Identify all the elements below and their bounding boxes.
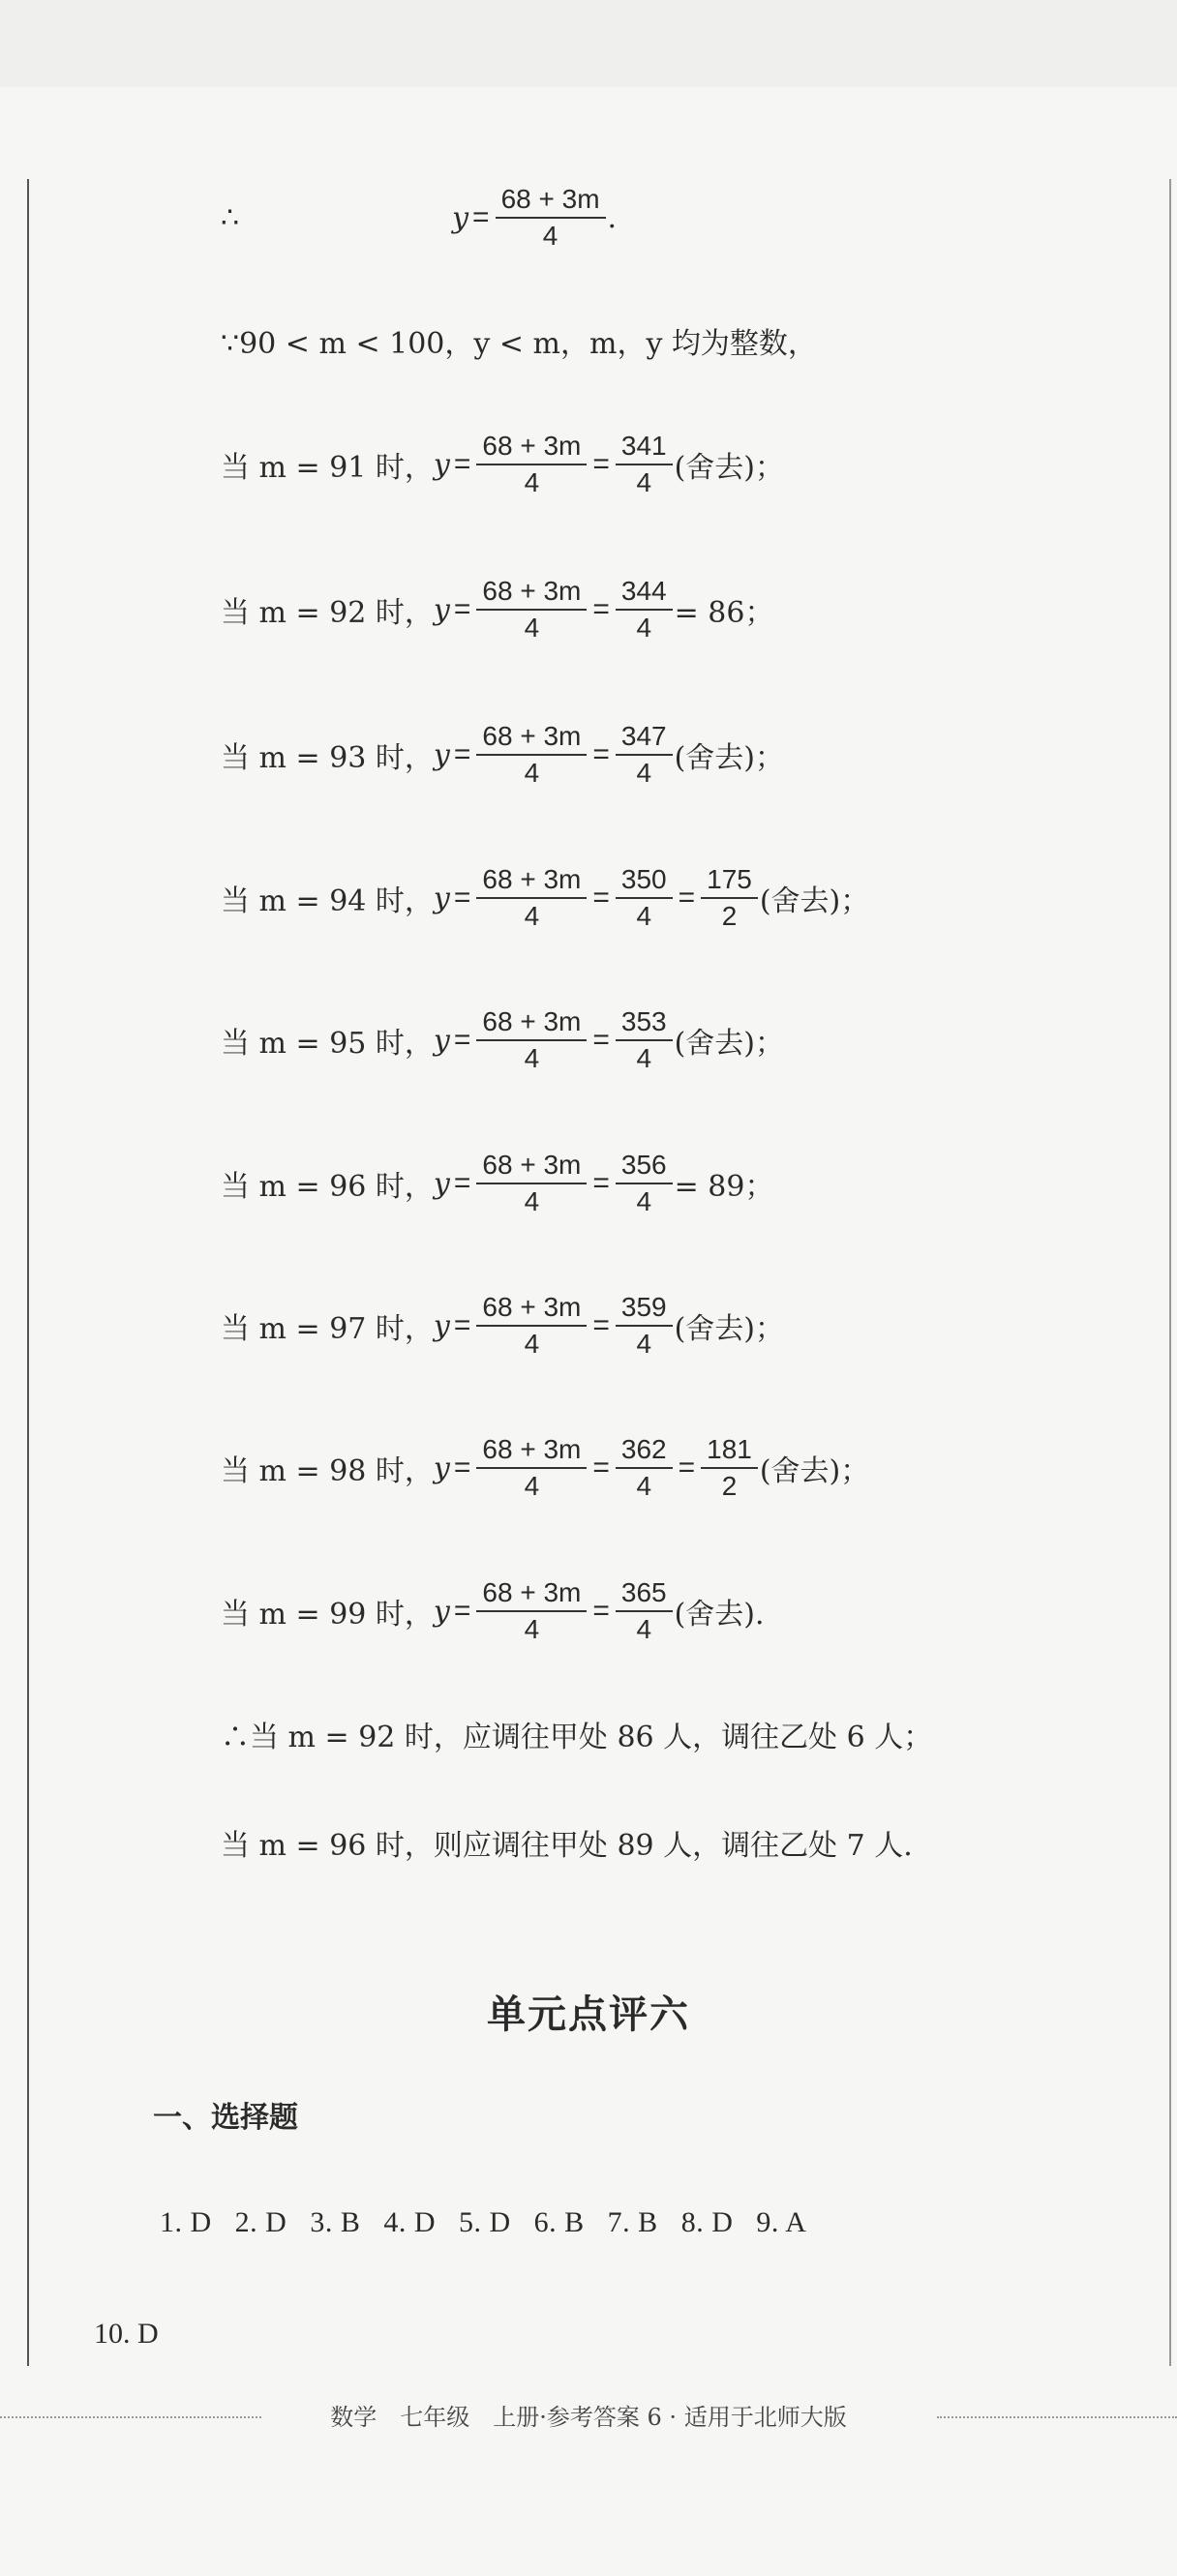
case-tail: = 89； — [674, 1170, 774, 1205]
case-tail: (舍去)； — [674, 451, 785, 486]
answers-row-2: 10. D — [94, 2318, 159, 2350]
fraction-denominator: 4 — [524, 901, 540, 932]
fraction-denominator: 4 — [524, 613, 540, 644]
fraction-denominator: 4 — [524, 1471, 540, 1502]
case-line-92: 当 m = 92 时， y = $\frac{68 + 3m}{4}$ = $\frac{344}{4}$ = 86； — [221, 576, 774, 644]
case-prefix: 当 m = 91 时， — [221, 451, 434, 486]
result-numerator: 347 — [616, 721, 673, 756]
case-tail: (舍去). — [674, 1598, 765, 1632]
fraction — [496, 184, 606, 252]
simplified-numerator: 181 — [701, 1434, 758, 1469]
fraction-numerator: 68 + 3m — [476, 1434, 587, 1469]
result-numerator: 353 — [616, 1006, 673, 1041]
case-tail: (舍去)； — [759, 1454, 870, 1489]
conclusion-line-2 — [221, 1821, 913, 1864]
simplified-fraction — [701, 1434, 758, 1502]
simplified-denominator: 2 — [721, 1471, 738, 1502]
fraction — [476, 721, 587, 789]
case-line-91: 当 m = 91 时， y = $\frac{68 + 3m}{4}$ = $\frac{341}{4}$ (舍去)； — [221, 431, 785, 498]
case-line-98: 当 m = 98 时， y = $\frac{68 + 3m}{4}$ = $\frac{362}{4}$ = $\frac{181}{2}$ (舍去)； — [221, 1434, 870, 1502]
fraction — [476, 1434, 587, 1502]
fraction-denominator: 4 — [524, 1614, 540, 1645]
line-tail: . — [607, 200, 618, 235]
fraction-numerator: 68 + 3m — [496, 184, 606, 219]
case-line-94: 当 m = 94 时， y = $\frac{68 + 3m}{4}$ = $\frac{350}{4}$ = $\frac{175}{2}$ (舍去)； — [221, 864, 870, 932]
fraction — [476, 1577, 587, 1645]
case-tail: (舍去)； — [759, 884, 870, 919]
result-numerator: 341 — [616, 431, 673, 465]
result-fraction — [616, 1006, 673, 1074]
case-prefix: 当 m = 99 时， — [221, 1598, 434, 1632]
result-fraction — [616, 1150, 673, 1217]
section-title: 单元点评六 — [487, 1992, 690, 2037]
fraction-denominator: 4 — [542, 221, 558, 252]
result-numerator: 359 — [616, 1292, 673, 1327]
result-denominator: 4 — [636, 1471, 652, 1502]
case-tail: (舍去)； — [674, 1027, 785, 1062]
case-prefix: 当 m = 96 时， — [221, 1170, 434, 1205]
case-prefix: 当 m = 95 时， — [221, 1027, 434, 1062]
result-denominator: 4 — [636, 1614, 652, 1645]
fraction-numerator: 68 + 3m — [476, 576, 587, 611]
simplified-denominator: 2 — [721, 901, 738, 932]
result-numerator: 356 — [616, 1150, 673, 1184]
simplified-fraction — [701, 864, 758, 932]
case-tail: (舍去)； — [674, 1312, 785, 1347]
fraction — [476, 576, 587, 644]
result-numerator: 365 — [616, 1577, 673, 1612]
result-denominator: 4 — [636, 613, 652, 644]
case-tail: = 86； — [674, 596, 774, 631]
result-denominator: 4 — [636, 901, 652, 932]
result-numerator: 362 — [616, 1434, 673, 1469]
answers-row-1: 1. D 2. D 3. B 4. D 5. D 6. B 7. B 8. D 9. A — [160, 2206, 807, 2238]
var-y: y — [452, 200, 469, 235]
case-line-96: 当 m = 96 时， y = $\frac{68 + 3m}{4}$ = $\frac{356}{4}$ = 89； — [221, 1150, 774, 1217]
case-prefix: 当 m = 97 时， — [221, 1312, 434, 1347]
fraction — [476, 1150, 587, 1217]
result-denominator: 4 — [636, 1043, 652, 1074]
case-line-93: 当 m = 93 时， y = $\frac{68 + 3m}{4}$ = $\frac{347}{4}$ (舍去)； — [221, 721, 785, 789]
result-fraction — [616, 1434, 673, 1502]
fraction — [476, 1006, 587, 1074]
result-fraction — [616, 431, 673, 498]
fraction-numerator: 68 + 3m — [476, 1150, 587, 1184]
fraction — [476, 1292, 587, 1360]
fraction-denominator: 4 — [524, 1329, 540, 1360]
fraction — [476, 431, 587, 498]
conclusion-line-1 — [221, 1713, 932, 1755]
result-fraction — [616, 721, 673, 789]
case-prefix: 当 m = 98 时， — [221, 1454, 434, 1489]
fraction — [476, 864, 587, 932]
fraction-denominator: 4 — [524, 1043, 540, 1074]
fraction-numerator: 68 + 3m — [476, 864, 587, 899]
conclusion-text: ∴当 m = 92 时，应调往甲处 86 人，调往乙处 6 人； — [221, 1721, 933, 1754]
case-prefix: 当 m = 94 时， — [221, 884, 434, 919]
result-fraction — [616, 1577, 673, 1645]
result-denominator: 4 — [636, 1329, 652, 1360]
conclusion-text: 当 m = 96 时，则应调往甲处 89 人，调往乙处 7 人. — [221, 1829, 913, 1863]
fraction-numerator: 68 + 3m — [476, 1292, 587, 1327]
case-line-99: 当 m = 99 时， y = $\frac{68 + 3m}{4}$ = $\frac{365}{4}$ (舍去). — [221, 1577, 765, 1645]
result-fraction — [616, 864, 673, 932]
case-line-97: 当 m = 97 时， y = $\frac{68 + 3m}{4}$ = $\frac{359}{4}$ (舍去)； — [221, 1292, 785, 1360]
fraction-numerator: 68 + 3m — [476, 1577, 587, 1612]
result-denominator: 4 — [636, 1186, 652, 1217]
equation-line-0: ∴ y = $\frac{68 + 3m}{4}$ . — [221, 184, 618, 252]
fraction-numerator: 68 + 3m — [476, 721, 587, 756]
subsection-heading: 一、选择题 — [153, 2101, 298, 2135]
fraction-numerator: 68 + 3m — [476, 1006, 587, 1041]
fraction-numerator: 68 + 3m — [476, 431, 587, 465]
result-denominator: 4 — [636, 758, 652, 789]
condition-text: ∵90 < m < 100，y < m，m，y 均为整数， — [221, 327, 817, 361]
fraction-denominator: 4 — [524, 758, 540, 789]
page-footer: 数学 七年级 上册·参考答案 6 · 适用于北师大版 — [330, 2404, 847, 2431]
result-fraction — [616, 576, 673, 644]
case-prefix: 当 m = 93 时， — [221, 741, 434, 776]
therefore-symbol: ∴ — [221, 200, 240, 235]
result-denominator: 4 — [636, 467, 652, 498]
result-fraction — [616, 1292, 673, 1360]
case-tail: (舍去)； — [674, 741, 785, 776]
condition-line — [221, 319, 817, 362]
case-line-95: 当 m = 95 时， y = $\frac{68 + 3m}{4}$ = $\frac{353}{4}$ (舍去)； — [221, 1006, 785, 1074]
result-numerator: 350 — [616, 864, 673, 899]
result-numerator: 344 — [616, 576, 673, 611]
top-band — [0, 0, 1177, 87]
simplified-numerator: 175 — [701, 864, 758, 899]
fraction-denominator: 4 — [524, 1186, 540, 1217]
case-prefix: 当 m = 92 时， — [221, 596, 434, 631]
fraction-denominator: 4 — [524, 467, 540, 498]
